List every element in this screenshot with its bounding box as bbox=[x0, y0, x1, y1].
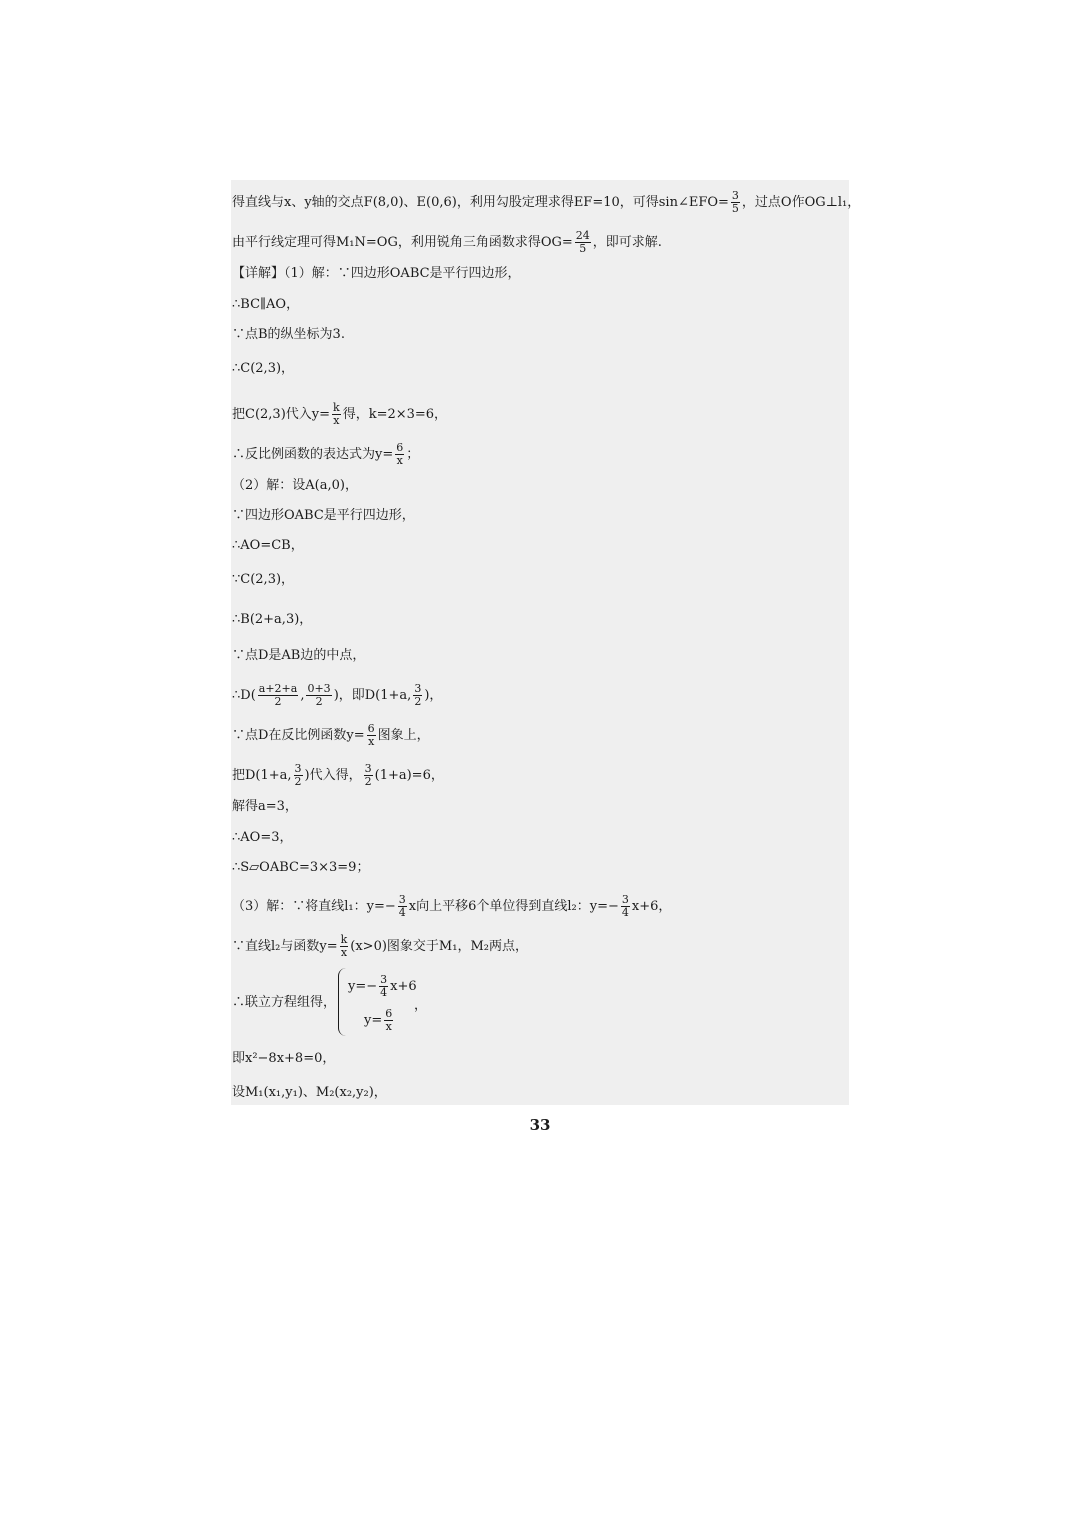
text-line: ∵点B的纵坐标为3. bbox=[232, 327, 345, 342]
text-line: 把C(2,3)代入y= $\frac{k}{x}$ 得，k=2×3=6， bbox=[232, 401, 448, 427]
fraction: $\frac{24}{5}$ bbox=[575, 229, 590, 255]
fraction: $\frac{3}{5}$ bbox=[731, 189, 739, 215]
system-row-2: y= $\frac{6}{x}$ bbox=[364, 1007, 393, 1033]
fraction: $\frac{a+2+a}{2}$ bbox=[258, 682, 298, 708]
fraction: $\frac{3}{4}$ bbox=[621, 893, 629, 919]
fraction: $\frac{6}{x}$ bbox=[396, 441, 404, 467]
text-line: ∵点D是AB边的中点， bbox=[232, 648, 366, 663]
fraction: $\frac{6}{x}$ bbox=[367, 722, 375, 748]
text-line: 解得a=3， bbox=[232, 799, 298, 814]
text-line: 设M₁(x₁,y₁)、M₂(x₂,y₂)， bbox=[232, 1085, 387, 1100]
text-line: 即x²−8x+8=0， bbox=[232, 1051, 336, 1066]
page-number: 33 bbox=[529, 1116, 551, 1134]
system-tail: ， bbox=[414, 998, 428, 1013]
fraction: $\frac{0+3}{2}$ bbox=[307, 682, 331, 708]
text-line: ∴S▱OABC=3×3=9； bbox=[232, 860, 370, 875]
equation-system bbox=[338, 968, 428, 1040]
text-line: ∵直线l₂与函数y= $\frac{k}{x}$ (x>0)图象交于M₁，M₂两点， bbox=[232, 933, 528, 959]
document-page bbox=[231, 180, 849, 1105]
text-line: ∴AO=CB， bbox=[232, 538, 304, 553]
text-line: ∴D( $\frac{a+2+a}{2}$ , $\frac{0+3}{2}$ )，即D(1+a, $\frac{3}{2}$ )， bbox=[232, 682, 443, 708]
fraction: $\frac{3}{2}$ bbox=[364, 762, 372, 788]
text-line: ∴C(2,3)， bbox=[232, 361, 295, 376]
text-line: ∴AO=3， bbox=[232, 830, 293, 845]
text-line: 【详解】（1）解：∵四边形OABC是平行四边形， bbox=[232, 266, 521, 281]
text-line: ∵四边形OABC是平行四边形， bbox=[232, 508, 415, 523]
text-line: ∴联立方程组得， bbox=[232, 995, 337, 1010]
text-line: ∵C(2,3)， bbox=[232, 572, 295, 587]
fraction: $\frac{3}{4}$ bbox=[398, 893, 406, 919]
left-brace bbox=[338, 968, 347, 1036]
system-row-1: y=− $\frac{3}{4}$ x+6 bbox=[348, 973, 417, 999]
text-line: 由平行线定理可得M₁N=OG，利用锐角三角函数求得OG= $\frac{24}{5}$ ，即可求解. bbox=[232, 229, 662, 255]
text-line: 把D(1+a, $\frac{3}{2}$ )代入得， $\frac{3}{2}$ (1+a)=6， bbox=[232, 762, 444, 788]
text-line: （3）解：∵将直线l₁：y=− $\frac{3}{4}$ x向上平移6个单位得到直线l₂：y=− $\frac{3}{4}$ x+6， bbox=[232, 893, 672, 919]
text-line: ∵点D在反比例函数y= $\frac{6}{x}$ 图象上， bbox=[232, 722, 430, 748]
text-line: 得直线与x、y轴的交点F(8,0)、E(0,6)，利用勾股定理求得EF=10，可得sin∠EFO= $\frac{3}{5}$ ，过点O作OG⊥l₁， bbox=[232, 189, 861, 215]
fraction: $\frac{3}{2}$ bbox=[414, 682, 422, 708]
text-line: ∴BC∥AO， bbox=[232, 297, 300, 312]
text-line: （2）解：设A(a,0)， bbox=[232, 478, 358, 493]
text-line: ∴B(2+a,3)， bbox=[232, 612, 313, 627]
fraction: $\frac{3}{2}$ bbox=[294, 762, 302, 788]
fraction: $\frac{k}{x}$ bbox=[333, 401, 340, 427]
text-line: ∴反比例函数的表达式为y= $\frac{6}{x}$ ； bbox=[232, 441, 420, 467]
fraction: $\frac{k}{x}$ bbox=[340, 933, 348, 959]
